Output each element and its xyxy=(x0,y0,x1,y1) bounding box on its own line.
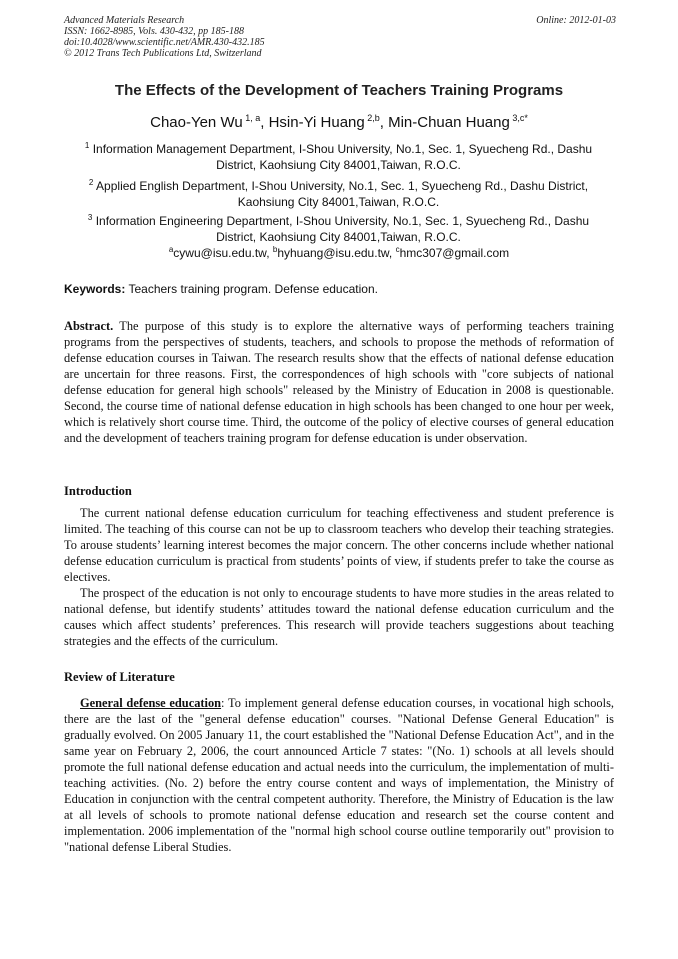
author-name: Min-Chuan Huang xyxy=(388,114,510,131)
journal-header xyxy=(64,15,616,59)
abstract-label: Abstract. xyxy=(64,319,114,333)
email-sup: c xyxy=(395,245,400,254)
review-lead: General defense education xyxy=(80,696,222,710)
paper-title: The Effects of the Development of Teachers Training Programs xyxy=(114,82,564,99)
author-list: Chao-Yen Wu $^{1, a}$, Hsin-Yi Huang $^{2,b}$, Min-Chuan Huang $^{3,c*}$ xyxy=(150,113,528,131)
email-list: $^a$cywu@isu.edu.tw, $^b$hyhuang@isu.edu.tw, $^c$hmc307@gmail.com xyxy=(168,245,510,260)
author-sup: 1, a xyxy=(245,113,261,123)
affiliation-sup: 3 xyxy=(87,213,93,222)
online-date: Online: 2012-01-03 xyxy=(536,15,616,26)
review-heading: Review of Literature xyxy=(64,670,175,684)
affiliation-3 xyxy=(66,210,611,245)
author-name: Hsin-Yi Huang xyxy=(268,114,365,131)
affiliation-line: District, Kaohsiung City 84001,Taiwan, R.O.C. xyxy=(216,158,461,172)
copyright-line: © 2012 Trans Tech Publications Ltd, Switzerland xyxy=(64,48,262,59)
issn-line: ISSN: 1662-8985, Vols. 430-432, pp 185-188 xyxy=(64,26,244,37)
affiliation-sup: 1 xyxy=(84,141,90,150)
review-body xyxy=(64,695,614,855)
keywords xyxy=(64,282,616,296)
affiliation-line: Kaohsiung City 84001,Taiwan, R.O.C. xyxy=(237,195,440,209)
review-colon: : xyxy=(221,696,225,710)
abstract-text: The purpose of this study is to explore the alternative ways of performing teachers training programs from the perspectives of students, teachers, and schools to propose the methods of reformation of defense education courses in Taiwan. The research results show that the effects of national defense education are uncertain for three reasons. First, the correspondences of high schools with "core subjects of national defense education for general high schools" released by the Ministry of Education in 2008 is questionable. Second, the course time of national defense education in high schools has been changed to one hour per week, which is relatively short course time. Third, the outcome of the policy of elective courses of general education and the development of teachers training program for defense education is under observation. xyxy=(64,319,614,445)
email-address[interactable]: hmc307@gmail.com xyxy=(399,246,510,260)
introduction-body xyxy=(64,505,614,649)
affiliation-sup: 2 xyxy=(88,178,94,187)
journal-name: Advanced Materials Research xyxy=(64,15,185,26)
affiliation-1 xyxy=(66,138,611,173)
affiliation-line: District, Kaohsiung City 84001,Taiwan, R.O.C. xyxy=(216,230,461,244)
abstract xyxy=(64,318,614,446)
introduction-heading: Introduction xyxy=(64,484,132,498)
email-sup: a xyxy=(168,245,174,254)
paragraph: The current national defense education curriculum for teaching effectiveness and student preference is limited. The teaching of this course can not be up to classroom teachers who develop their teaching strategies. To arouse students’ learning interest becomes the major concern. The other concerns include whether national defense education curriculum is practical from students’ points of view, if students prefer to take the course as electives. xyxy=(64,506,614,584)
author-name: Chao-Yen Wu xyxy=(150,114,243,131)
author-sup: 3,c* xyxy=(512,113,528,123)
email-address[interactable]: cywu@isu.edu.tw xyxy=(173,246,267,260)
affiliation-line: Applied English Department, I-Shou University, No.1, Sec. 1, Syuecheng Rd., Dashu District, xyxy=(96,179,589,193)
email-address[interactable]: hyhuang@isu.edu.tw xyxy=(277,246,389,260)
paragraph: The prospect of the education is not only to encourage students to have more studies in the areas related to national defense, but identify students’ attitudes toward the national defense education curriculum and the causes which affect students’ preferences. This research will provide teachers suggestions about teaching strategies and the effects of the curriculum. xyxy=(64,586,614,648)
affiliation-2 xyxy=(66,175,611,210)
keywords-label: Keywords: xyxy=(64,282,126,296)
affiliation-line: Information Engineering Department, I-Shou University, No.1, Sec. 1, Syuecheng Rd., Dashu xyxy=(95,214,590,228)
author-sup: 2,b xyxy=(367,113,380,123)
email-sup: b xyxy=(272,245,278,254)
doi-line: doi:10.4028/www.scientific.net/AMR.430-432.185 xyxy=(64,37,265,48)
review-text: To implement general defense education courses, in vocational high schools, there are the last of the "general defense education" courses. "National Defense General Education" is gradually evolved. On 2005 January 11, the court established the "National Defense Education Act", and in the same year on February 2, 2006, the court announced Article 7 states: "(No. 1) schools at all levels should promote the full national defense education and actual needs into the curriculum, the implementation of multi-teaching activities. (No. 2) before the entry course content and ways of implementation, the Ministry of Education in conjunction with the central competent authority. Therefore, the Ministry of Education is the law at all levels of schools to promote national defense education and research set the course content and implementation. 2006 implementation of the "normal high school course outline temporarily out" provision to "national defense Liberal Studies. xyxy=(64,696,614,854)
keywords-text: Teachers training program. Defense education. xyxy=(125,282,378,296)
affiliation-line: Information Management Department, I-Shou University, No.1, Sec. 1, Syuecheng Rd., Dashu xyxy=(92,142,593,156)
